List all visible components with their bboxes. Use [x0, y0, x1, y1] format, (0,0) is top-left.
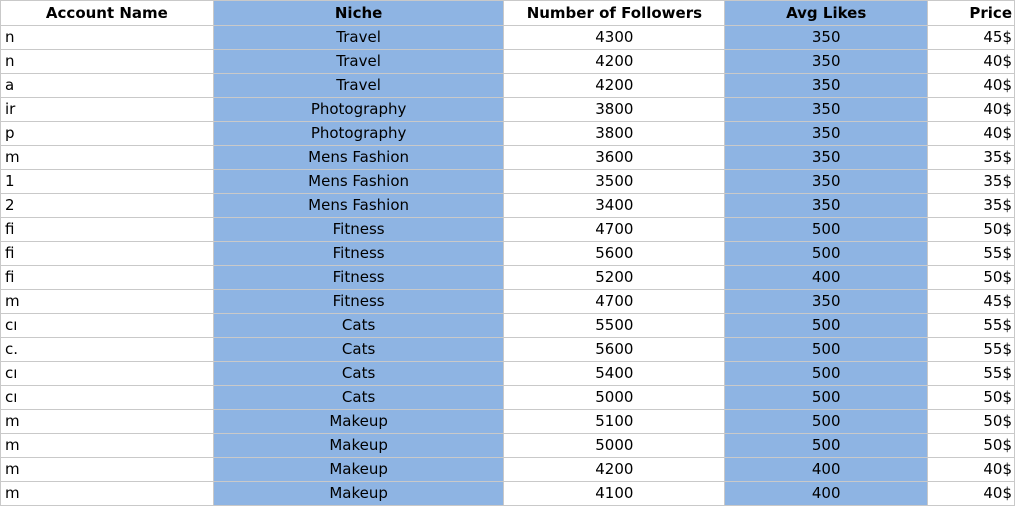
- account-name-cell[interactable]: n: [1, 26, 176, 50]
- followers-cell[interactable]: 4100: [504, 482, 725, 506]
- niche-cell[interactable]: Photography: [213, 98, 504, 122]
- price-cell[interactable]: 50$: [928, 386, 1015, 410]
- price-cell[interactable]: 55$: [928, 314, 1015, 338]
- avg-likes-cell[interactable]: 350: [725, 194, 928, 218]
- empty-cell[interactable]: [175, 170, 213, 194]
- price-cell[interactable]: 50$: [928, 434, 1015, 458]
- table-row: [1, 386, 1015, 410]
- table-row: [1, 482, 1015, 506]
- avg-likes-cell[interactable]: 400: [725, 266, 928, 290]
- avg-likes-cell[interactable]: 500: [725, 362, 928, 386]
- niche-cell[interactable]: Fitness: [213, 218, 504, 242]
- niche-cell[interactable]: Mens Fashion: [213, 146, 504, 170]
- avg-likes-cell[interactable]: 350: [725, 122, 928, 146]
- empty-cell[interactable]: [175, 410, 213, 434]
- followers-cell[interactable]: 5000: [504, 434, 725, 458]
- price-cell[interactable]: 50$: [928, 218, 1015, 242]
- table-row: [1, 314, 1015, 338]
- empty-cell[interactable]: [175, 74, 213, 98]
- followers-cell[interactable]: 5200: [504, 266, 725, 290]
- table-body: [1, 26, 1015, 506]
- account-name-cell[interactable]: n: [1, 50, 176, 74]
- account-name-cell[interactable]: fi: [1, 242, 176, 266]
- niche-cell[interactable]: Travel: [213, 26, 504, 50]
- avg-likes-cell[interactable]: 500: [725, 314, 928, 338]
- price-cell[interactable]: 40$: [928, 74, 1015, 98]
- price-cell[interactable]: 40$: [928, 50, 1015, 74]
- table-row: [1, 362, 1015, 386]
- table-row: [1, 122, 1015, 146]
- header-account-name[interactable]: Account Name: [1, 1, 214, 26]
- account-name-cell[interactable]: cı: [1, 362, 176, 386]
- empty-cell[interactable]: [175, 26, 213, 50]
- followers-cell[interactable]: 3800: [504, 98, 725, 122]
- empty-cell[interactable]: [175, 266, 213, 290]
- header-row: [1, 1, 1015, 26]
- avg-likes-cell[interactable]: 500: [725, 218, 928, 242]
- empty-cell[interactable]: [175, 194, 213, 218]
- price-cell[interactable]: 55$: [928, 338, 1015, 362]
- empty-cell[interactable]: [175, 338, 213, 362]
- price-cell[interactable]: 45$: [928, 290, 1015, 314]
- niche-cell[interactable]: Photography: [213, 122, 504, 146]
- account-name-cell[interactable]: m: [1, 290, 176, 314]
- account-name-cell[interactable]: fi: [1, 218, 176, 242]
- table-row: [1, 26, 1015, 50]
- header-price[interactable]: Price: [928, 1, 1015, 26]
- price-cell[interactable]: 50$: [928, 266, 1015, 290]
- avg-likes-cell[interactable]: 350: [725, 98, 928, 122]
- avg-likes-cell[interactable]: 500: [725, 410, 928, 434]
- avg-likes-cell[interactable]: 350: [725, 170, 928, 194]
- niche-cell[interactable]: Cats: [213, 338, 504, 362]
- table-row: [1, 170, 1015, 194]
- account-name-cell[interactable]: m: [1, 434, 176, 458]
- account-name-cell[interactable]: 1: [1, 170, 176, 194]
- empty-cell[interactable]: [175, 98, 213, 122]
- account-name-cell[interactable]: p: [1, 122, 176, 146]
- empty-cell[interactable]: [175, 122, 213, 146]
- avg-likes-cell[interactable]: 350: [725, 290, 928, 314]
- empty-cell[interactable]: [175, 146, 213, 170]
- followers-cell[interactable]: 5600: [504, 338, 725, 362]
- avg-likes-cell[interactable]: 400: [725, 482, 928, 506]
- table-row: [1, 434, 1015, 458]
- followers-cell[interactable]: 4200: [504, 50, 725, 74]
- niche-cell[interactable]: Cats: [213, 314, 504, 338]
- niche-cell[interactable]: Cats: [213, 362, 504, 386]
- empty-cell[interactable]: [175, 386, 213, 410]
- price-cell[interactable]: 40$: [928, 482, 1015, 506]
- avg-likes-cell[interactable]: 350: [725, 50, 928, 74]
- followers-cell[interactable]: 3600: [504, 146, 725, 170]
- avg-likes-cell[interactable]: 500: [725, 434, 928, 458]
- price-cell[interactable]: 50$: [928, 410, 1015, 434]
- followers-cell[interactable]: 4200: [504, 458, 725, 482]
- price-cell[interactable]: 45$: [928, 26, 1015, 50]
- avg-likes-cell[interactable]: 350: [725, 146, 928, 170]
- niche-cell[interactable]: Travel: [213, 74, 504, 98]
- account-name-cell[interactable]: cı: [1, 314, 176, 338]
- table-row: [1, 218, 1015, 242]
- followers-cell[interactable]: 5600: [504, 242, 725, 266]
- followers-cell[interactable]: 5400: [504, 362, 725, 386]
- table-row: [1, 290, 1015, 314]
- table-row: [1, 74, 1015, 98]
- followers-cell[interactable]: 5100: [504, 410, 725, 434]
- price-cell[interactable]: 40$: [928, 458, 1015, 482]
- empty-cell[interactable]: [175, 482, 213, 506]
- account-name-cell[interactable]: c.: [1, 338, 176, 362]
- niche-cell[interactable]: Mens Fashion: [213, 170, 504, 194]
- niche-cell[interactable]: Fitness: [213, 290, 504, 314]
- avg-likes-cell[interactable]: 500: [725, 338, 928, 362]
- price-cell[interactable]: 55$: [928, 242, 1015, 266]
- empty-cell[interactable]: [175, 314, 213, 338]
- avg-likes-cell[interactable]: 350: [725, 74, 928, 98]
- account-name-cell[interactable]: 2: [1, 194, 176, 218]
- niche-cell[interactable]: Fitness: [213, 242, 504, 266]
- followers-cell[interactable]: 3800: [504, 122, 725, 146]
- avg-likes-cell[interactable]: 500: [725, 386, 928, 410]
- account-name-cell[interactable]: m: [1, 146, 176, 170]
- niche-cell[interactable]: Makeup: [213, 410, 504, 434]
- price-cell[interactable]: 35$: [928, 194, 1015, 218]
- header-followers[interactable]: Number of Followers: [504, 1, 725, 26]
- account-name-cell[interactable]: cı: [1, 386, 176, 410]
- followers-cell[interactable]: 5000: [504, 386, 725, 410]
- followers-cell[interactable]: 3500: [504, 170, 725, 194]
- empty-cell[interactable]: [175, 242, 213, 266]
- table-row: [1, 242, 1015, 266]
- table-row: [1, 410, 1015, 434]
- empty-cell[interactable]: [175, 362, 213, 386]
- account-name-cell[interactable]: m: [1, 458, 176, 482]
- table-row: [1, 338, 1015, 362]
- account-name-cell[interactable]: m: [1, 482, 176, 506]
- price-cell[interactable]: 35$: [928, 170, 1015, 194]
- avg-likes-cell[interactable]: 400: [725, 458, 928, 482]
- followers-cell[interactable]: 4700: [504, 290, 725, 314]
- account-name-cell[interactable]: m: [1, 410, 176, 434]
- empty-cell[interactable]: [175, 458, 213, 482]
- followers-cell[interactable]: 3400: [504, 194, 725, 218]
- table-row: [1, 98, 1015, 122]
- table-row: [1, 458, 1015, 482]
- table-row: [1, 146, 1015, 170]
- niche-cell[interactable]: Makeup: [213, 458, 504, 482]
- followers-cell[interactable]: 4200: [504, 74, 725, 98]
- niche-cell[interactable]: Makeup: [213, 434, 504, 458]
- avg-likes-cell[interactable]: 350: [725, 26, 928, 50]
- niche-cell[interactable]: Makeup: [213, 482, 504, 506]
- account-name-cell[interactable]: ir: [1, 98, 176, 122]
- price-cell[interactable]: 55$: [928, 362, 1015, 386]
- account-name-cell[interactable]: a: [1, 74, 176, 98]
- price-cell[interactable]: 35$: [928, 146, 1015, 170]
- empty-cell[interactable]: [175, 50, 213, 74]
- niche-cell[interactable]: Cats: [213, 386, 504, 410]
- header-avg-likes[interactable]: Avg Likes: [725, 1, 928, 26]
- price-cell[interactable]: 40$: [928, 122, 1015, 146]
- niche-cell[interactable]: Mens Fashion: [213, 194, 504, 218]
- followers-cell[interactable]: 4300: [504, 26, 725, 50]
- niche-cell[interactable]: Fitness: [213, 266, 504, 290]
- header-niche[interactable]: Niche: [213, 1, 504, 26]
- followers-cell[interactable]: 5500: [504, 314, 725, 338]
- niche-cell[interactable]: Travel: [213, 50, 504, 74]
- table-row: [1, 194, 1015, 218]
- table-row: [1, 266, 1015, 290]
- table-row: [1, 50, 1015, 74]
- followers-cell[interactable]: 4700: [504, 218, 725, 242]
- avg-likes-cell[interactable]: 500: [725, 242, 928, 266]
- empty-cell[interactable]: [175, 434, 213, 458]
- price-cell[interactable]: 40$: [928, 98, 1015, 122]
- empty-cell[interactable]: [175, 290, 213, 314]
- account-name-cell[interactable]: fi: [1, 266, 176, 290]
- empty-cell[interactable]: [175, 218, 213, 242]
